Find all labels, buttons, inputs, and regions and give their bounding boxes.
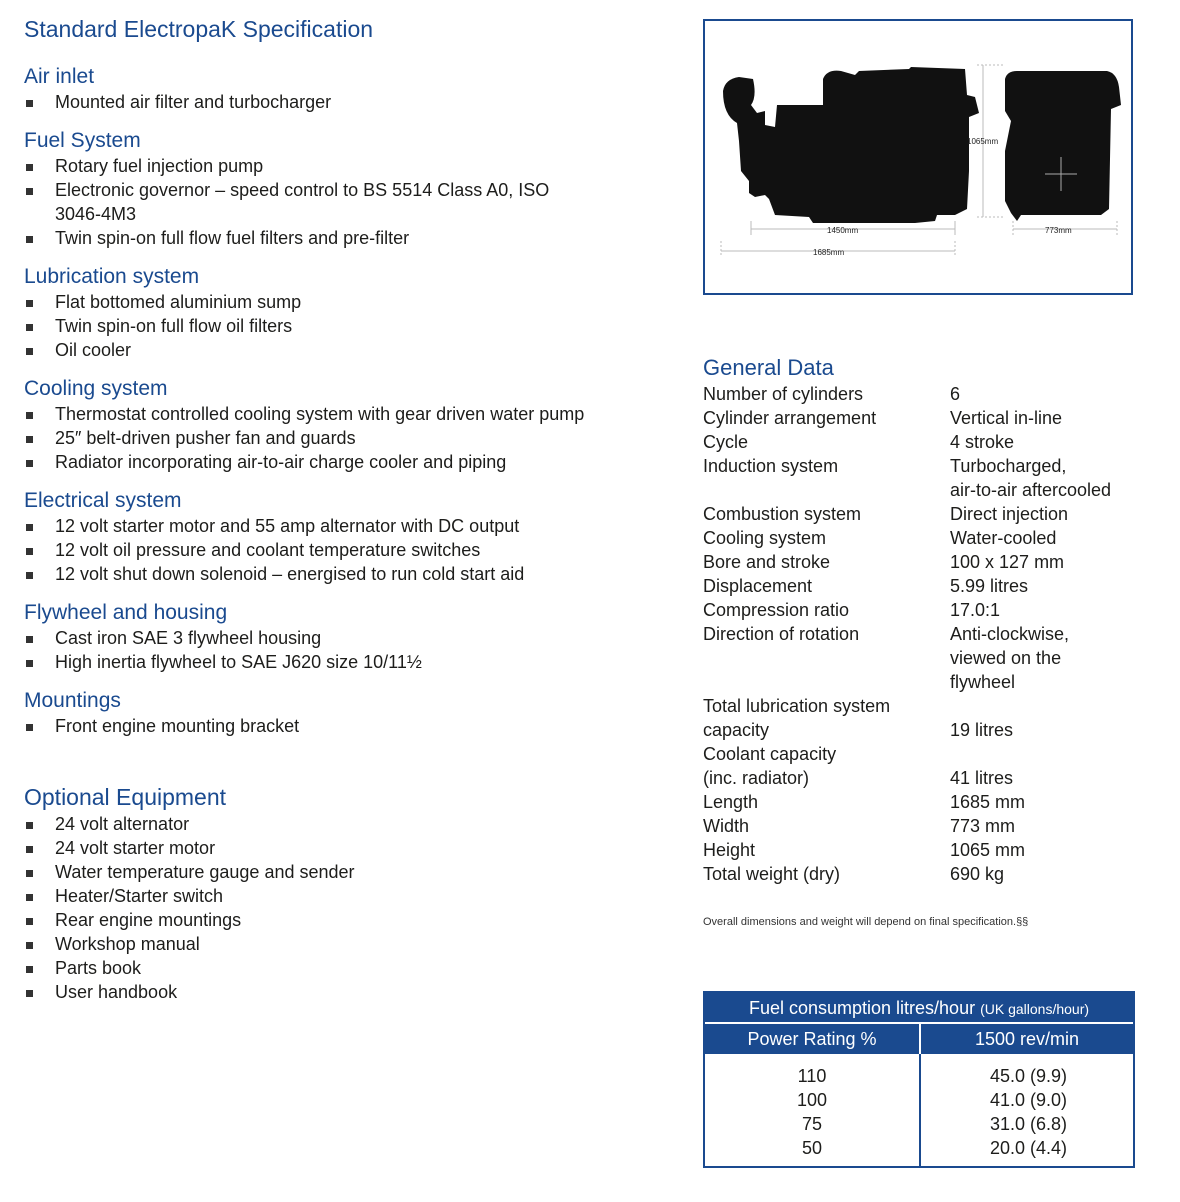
rev-min-header: 1500 rev/min — [974, 1029, 1080, 1049]
section-heading: Cooling system — [24, 377, 168, 400]
optional-heading: Optional Equipment — [24, 784, 227, 810]
list-item: Twin spin-on full flow oil filters — [24, 314, 674, 338]
data-label: Cycle — [703, 432, 749, 452]
data-value: Anti-clockwise, viewed on the flywheel — [950, 624, 1070, 692]
spec-sections — [24, 64, 674, 738]
engine-dimension-diagram — [703, 19, 1133, 295]
data-label: Number of cylinders — [703, 384, 864, 404]
data-value: Vertical in-line — [950, 408, 1063, 428]
data-label: Induction system — [703, 456, 839, 476]
list-item: Front engine mounting bracket — [24, 714, 674, 738]
list-item: Workshop manual — [24, 932, 674, 956]
list-item: Heater/Starter switch — [24, 884, 674, 908]
data-value: Direct injection — [950, 504, 1069, 524]
data-value: Water-cooled — [950, 528, 1057, 548]
list-item: Thermostat controlled cooling system with gear driven water pump — [24, 402, 674, 426]
list-item: 12 volt oil pressure and coolant temperature switches — [24, 538, 674, 562]
general-data — [703, 354, 1143, 886]
consumption-cell: 20.0 (4.4) — [989, 1138, 1067, 1158]
data-value: 1685 mm — [950, 792, 1026, 812]
list-item: Parts book — [24, 956, 674, 980]
section-heading: Fuel System — [24, 129, 141, 152]
section-heading: Air inlet — [24, 65, 95, 88]
fuel-table-header — [705, 1024, 1133, 1054]
table-row — [703, 838, 1111, 862]
table-row — [703, 814, 1111, 838]
data-label: Direction of rotation — [703, 624, 860, 644]
list-item: Electronic governor – speed control to BS 5514 Class A0, ISO 3046-4M3 — [24, 178, 555, 226]
table-row — [703, 454, 1111, 502]
power-rating-cell: 75 — [801, 1114, 823, 1134]
spec-section — [24, 688, 674, 738]
list-item: Oil cooler — [24, 338, 674, 362]
table-row — [703, 430, 1111, 454]
list-item: User handbook — [24, 980, 674, 1004]
table-row — [703, 790, 1111, 814]
width-label: 773mm — [1045, 226, 1072, 235]
power-rating-cell: 110 — [797, 1066, 827, 1086]
data-value: 41 litres — [950, 768, 1014, 788]
list-item: Radiator incorporating air-to-air charge cooler and piping — [24, 450, 674, 474]
consumption-cell: 41.0 (9.0) — [989, 1090, 1067, 1110]
power-rating-cell: 100 — [796, 1090, 828, 1110]
spec-section — [24, 600, 674, 674]
data-value: 5.99 litres — [950, 576, 1029, 596]
fuel-table-title — [705, 993, 1133, 1024]
general-data-table — [703, 382, 1111, 886]
list-item: Twin spin-on full flow fuel filters and pre-filter — [24, 226, 674, 250]
data-label: Width — [703, 816, 750, 836]
section-list — [24, 714, 674, 738]
data-label: Displacement — [703, 576, 813, 596]
table-row — [703, 502, 1111, 526]
data-label: Combustion system — [703, 504, 862, 524]
list-item: 12 volt shut down solenoid – energised to run cold start aid — [24, 562, 674, 586]
data-label: Bore and stroke — [703, 552, 831, 572]
section-list — [24, 154, 674, 250]
specification-column — [24, 14, 674, 1004]
data-label: Coolant capacity (inc. radiator) — [703, 744, 837, 788]
fuel-title-unit: (UK gallons/hour) — [980, 1001, 1090, 1017]
data-label: Height — [703, 840, 756, 860]
section-list — [24, 626, 674, 674]
data-value: 773 mm — [950, 816, 1016, 836]
table-row — [703, 742, 1111, 790]
table-row — [703, 622, 1111, 694]
list-item: Mounted air filter and turbocharger — [24, 90, 674, 114]
general-data-heading: General Data — [703, 355, 834, 380]
data-label: Compression ratio — [703, 600, 850, 620]
consumption-cell: 31.0 (6.8) — [989, 1114, 1067, 1134]
data-label: Length — [703, 792, 759, 812]
data-value: 6 — [950, 384, 961, 404]
table-row — [703, 382, 1111, 406]
height-label: 1065mm — [967, 137, 999, 146]
data-label: Total weight (dry) — [703, 864, 841, 884]
table-row — [703, 406, 1111, 430]
table-row — [703, 526, 1111, 550]
spec-section — [24, 376, 674, 474]
dimensions-note: Overall dimensions and weight will depend on final specification.§§ — [703, 916, 1029, 928]
power-rating-column — [705, 1054, 921, 1168]
section-heading: Mountings — [24, 689, 121, 712]
data-value: 19 litres — [950, 720, 1014, 740]
fuel-table-body — [705, 1054, 1133, 1168]
data-value: 1065 mm — [950, 840, 1026, 860]
overall-length-label: 1685mm — [813, 248, 845, 257]
fuel-title-text: Fuel consumption litres/hour — [748, 998, 976, 1018]
list-item: 25″ belt-driven pusher fan and guards — [24, 426, 674, 450]
consumption-cell: 45.0 (9.9) — [989, 1066, 1067, 1086]
data-label: Total lubrication system capacity — [703, 696, 891, 740]
fuel-consumption-table — [703, 991, 1135, 1168]
section-heading: Electrical system — [24, 489, 182, 512]
data-value: 690 kg — [950, 864, 1005, 884]
optional-equipment — [24, 782, 674, 1004]
data-value: 100 x 127 mm — [950, 552, 1065, 572]
consumption-column — [921, 1054, 1133, 1168]
table-row — [703, 694, 1111, 742]
length-label: 1450mm — [827, 226, 859, 235]
spec-section — [24, 128, 674, 250]
list-item: High inertia flywheel to SAE J620 size 10/11½ — [24, 650, 674, 674]
page-title: Standard ElectropaK Specification — [24, 16, 374, 42]
section-list — [24, 402, 674, 474]
table-row — [703, 550, 1111, 574]
list-item: 12 volt starter motor and 55 amp alternator with DC output — [24, 514, 674, 538]
data-value: Turbocharged, air-to-air aftercooled — [950, 456, 1112, 500]
table-row — [703, 862, 1111, 886]
data-value: 4 stroke — [950, 432, 1015, 452]
list-item: 24 volt starter motor — [24, 836, 674, 860]
list-item: Rotary fuel injection pump — [24, 154, 674, 178]
section-heading: Flywheel and housing — [24, 601, 228, 624]
list-item: Rear engine mountings — [24, 908, 674, 932]
list-item: Cast iron SAE 3 flywheel housing — [24, 626, 674, 650]
spec-section — [24, 488, 674, 586]
data-label: Cooling system — [703, 528, 827, 548]
table-row — [703, 574, 1111, 598]
section-list — [24, 514, 674, 586]
list-item: 24 volt alternator — [24, 812, 674, 836]
section-list — [24, 290, 674, 362]
power-rating-cell: 50 — [801, 1138, 823, 1158]
data-value: 17.0:1 — [950, 600, 1001, 620]
power-rating-header: Power Rating % — [705, 1024, 921, 1054]
spec-section — [24, 64, 674, 114]
data-label: Cylinder arrangement — [703, 408, 877, 428]
list-item: Flat bottomed aluminium sump — [24, 290, 674, 314]
table-row — [703, 598, 1111, 622]
section-heading: Lubrication system — [24, 265, 200, 288]
optional-list — [24, 812, 674, 1004]
section-list — [24, 90, 674, 114]
list-item: Water temperature gauge and sender — [24, 860, 674, 884]
engine-side-silhouette — [723, 67, 1121, 223]
spec-section — [24, 264, 674, 362]
